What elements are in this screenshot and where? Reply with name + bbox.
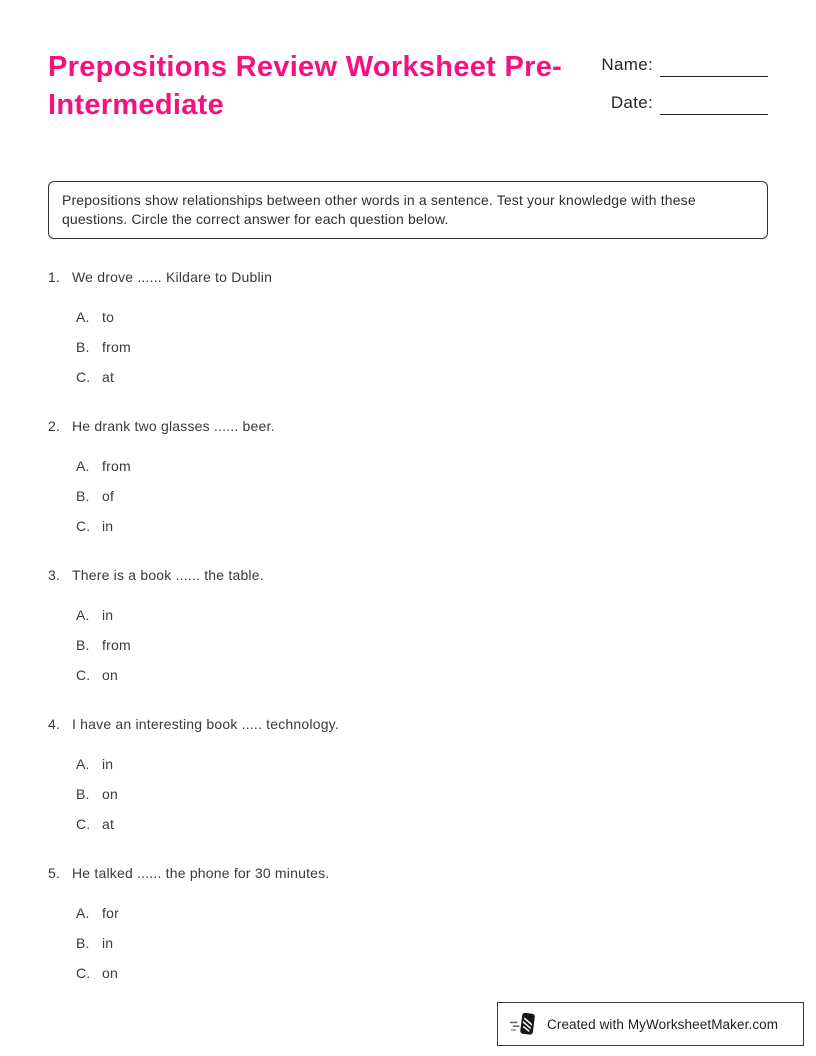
- option-text: for: [102, 905, 119, 921]
- name-date-fields: [593, 53, 768, 129]
- option-row-b: [76, 339, 768, 355]
- option-row-b: [76, 488, 768, 504]
- date-blank-line: [660, 91, 768, 115]
- option-text: in: [102, 607, 114, 623]
- question-number: 3.: [48, 567, 61, 583]
- question-number: 4.: [48, 716, 61, 732]
- name-field-row: [593, 53, 768, 77]
- option-text: from: [102, 637, 131, 653]
- options-list: [76, 607, 768, 683]
- option-row-a: [76, 905, 768, 921]
- question-line: [48, 269, 768, 286]
- option-letter: C.: [76, 816, 91, 832]
- option-row-a: [76, 458, 768, 474]
- options-list: [76, 309, 768, 385]
- option-letter: B.: [76, 935, 90, 951]
- options-list: [76, 756, 768, 832]
- option-row-c: [76, 816, 768, 832]
- question-number: 1.: [48, 269, 61, 285]
- option-text: at: [102, 369, 115, 385]
- option-text: at: [102, 816, 115, 832]
- question-text: I have an interesting book ..... technology.: [72, 716, 339, 732]
- option-letter: B.: [76, 786, 90, 802]
- question-line: [48, 716, 768, 733]
- instructions-text: Prepositions show relationships between other words in a sentence. Test your knowledge with these questions. Circle the correct answer for each question below.: [62, 192, 696, 227]
- option-letter: B.: [76, 339, 90, 355]
- option-row-c: [76, 369, 768, 385]
- option-letter: C.: [76, 369, 91, 385]
- option-letter: C.: [76, 965, 91, 981]
- question-text: We drove ...... Kildare to Dublin: [72, 269, 273, 285]
- page-title: Prepositions Review Worksheet Pre-Intermediate: [48, 51, 563, 121]
- option-text: in: [102, 935, 114, 951]
- question-item-3: [48, 567, 768, 683]
- option-row-a: [76, 607, 768, 623]
- option-row-c: [76, 965, 768, 981]
- option-row-b: [76, 637, 768, 653]
- name-blank-line: [660, 53, 768, 77]
- question-text: He drank two glasses ...... beer.: [72, 418, 275, 434]
- flying-worksheet-icon: [509, 1009, 539, 1039]
- option-letter: A.: [76, 905, 90, 921]
- option-row-a: [76, 309, 768, 325]
- option-text: of: [102, 488, 115, 504]
- question-text: There is a book ...... the table.: [72, 567, 264, 583]
- option-text: to: [102, 309, 115, 325]
- question-text: He talked ...... the phone for 30 minutes.: [72, 865, 330, 881]
- date-field-row: [593, 91, 768, 115]
- question-number: 5.: [48, 865, 61, 881]
- option-text: on: [102, 786, 118, 802]
- question-item-1: [48, 269, 768, 385]
- option-text: in: [102, 756, 114, 772]
- option-letter: A.: [76, 458, 90, 474]
- option-letter: A.: [76, 607, 90, 623]
- option-letter: A.: [76, 756, 90, 772]
- created-with-badge: [497, 1002, 804, 1046]
- question-item-4: [48, 716, 768, 832]
- option-letter: C.: [76, 667, 91, 683]
- option-text: in: [102, 518, 114, 534]
- instructions-box: [48, 181, 768, 239]
- question-line: [48, 567, 768, 584]
- option-row-b: [76, 786, 768, 802]
- option-text: on: [102, 667, 118, 683]
- option-text: on: [102, 965, 118, 981]
- options-list: [76, 458, 768, 534]
- option-letter: A.: [76, 309, 90, 325]
- question-line: [48, 865, 768, 882]
- option-row-b: [76, 935, 768, 951]
- question-line: [48, 418, 768, 435]
- option-letter: B.: [76, 637, 90, 653]
- created-with-text: Created with MyWorksheetMaker.com: [547, 1016, 779, 1032]
- option-text: from: [102, 458, 131, 474]
- option-row-c: [76, 518, 768, 534]
- options-list: [76, 905, 768, 981]
- question-item-5: [48, 865, 768, 981]
- header: [48, 48, 768, 129]
- date-label: Date:: [610, 93, 653, 112]
- option-letter: C.: [76, 518, 91, 534]
- question-item-2: [48, 418, 768, 534]
- option-letter: B.: [76, 488, 90, 504]
- option-text: from: [102, 339, 131, 355]
- name-label: Name:: [601, 55, 653, 74]
- option-row-c: [76, 667, 768, 683]
- option-row-a: [76, 756, 768, 772]
- question-number: 2.: [48, 418, 61, 434]
- questions-list: [48, 269, 768, 981]
